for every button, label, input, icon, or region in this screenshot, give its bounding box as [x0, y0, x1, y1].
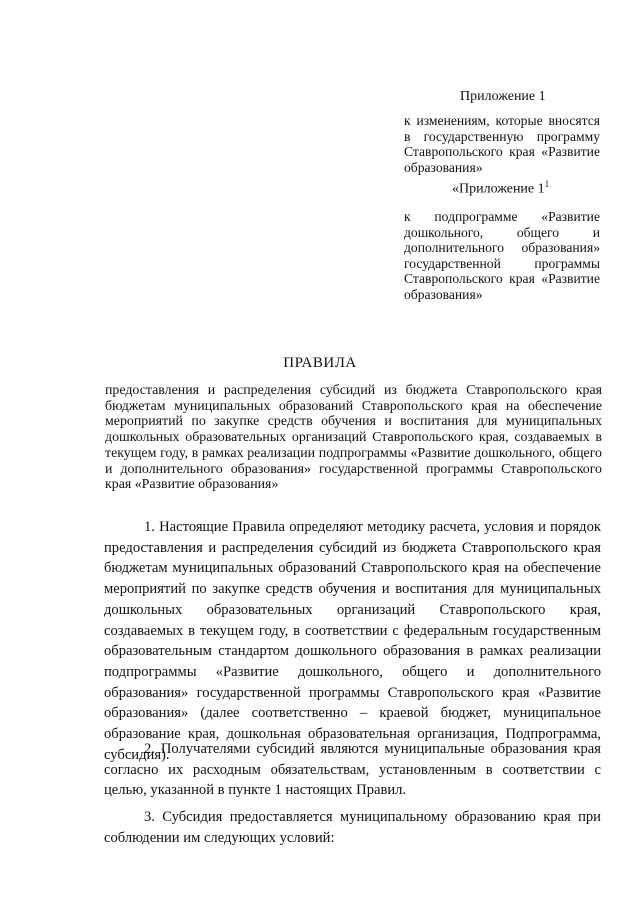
appendix-1-1-title [452, 179, 549, 198]
paragraph-1: 1. Настоящие Правила определяют методику расчета, условия и порядок предоставления и распределения субсидий из бюджета Ставропольского края бюджетам муниципальных образований Ставропольского края на обеспечение мероприятий по закупке средств обучения и воспитания для муниципальных дошкольных образовательных организаций Ставропольского края, создаваемых в текущем году, в соответствии с федеральным государственным образовательным стандартом дошкольного образования в рамках реализации подпрограммы «Развитие дошкольного, общего и дополнительного образования» государственной программы Ставропольского края «Развитие образования» (далее соответственно – краевой бюджет, муниципальное образование края, дошкольная образовательная организация, Подпрограмма, субсидия). [104, 519, 601, 763]
appendix-1-title: Приложение 1 [460, 89, 546, 104]
appendix-1-1-title-superscript: 1 [544, 179, 550, 189]
appendix-1-1-text: к подпрограмме «Развитие дошкольного, общего и дополнительного образования» государственной программы Ставропольского края «Развитие образования» [404, 209, 600, 302]
appendix-1-1-title-main: «Приложение 1 [452, 181, 545, 197]
paragraph-3: 3. Субсидия предоставляется муниципальному образованию края при соблюдении им следующих условий: [104, 809, 601, 846]
appendix-1-text: к изменениям, которые вносятся в государственную программу Ставропольского края «Развитие образования» [404, 113, 600, 175]
paragraph-2: 2. Получателями субсидий являются муниципальные образования края согласно их расходным обязательствам, установленным в соответствии с целью, указанной в пункте 1 настоящих Правил. [104, 741, 601, 799]
document-subtitle: предоставления и распределения субсидий из бюджета Ставропольского края бюджетам муниципальных образований Ставропольского края на обеспечение мероприятий по закупке средств обучения и воспитания для муниципальных дошкольных образовательных организаций Ставропольского края, создаваемых в текущем году, в рамках реализации подпрограммы «Развитие дошкольного, общего и дополнительного образования» государственной программы Ставропольского края «Развитие образования» [105, 383, 602, 493]
document-heading: ПРАВИЛА [283, 355, 357, 371]
